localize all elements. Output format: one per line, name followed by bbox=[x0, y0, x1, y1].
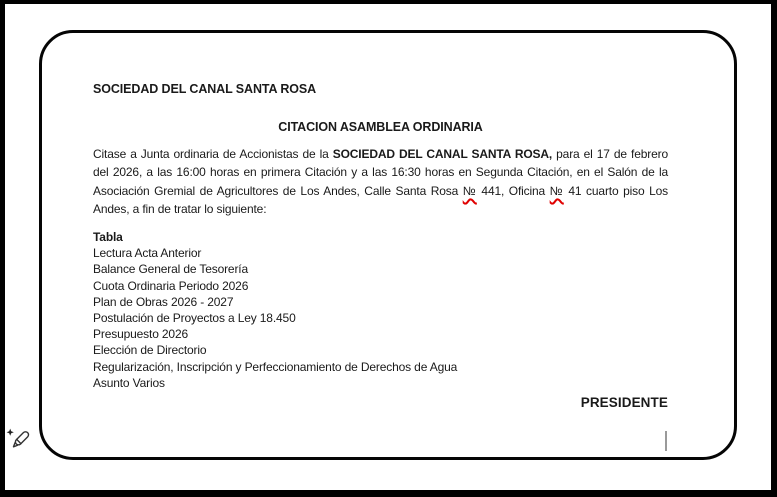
agenda-item: Elección de Directorio bbox=[93, 343, 207, 358]
agenda-items bbox=[93, 245, 668, 391]
agenda-item: Postulación de Proyectos a Ley 18.450 bbox=[93, 311, 296, 326]
paragraph-line bbox=[93, 200, 668, 218]
text-run: Andes, a fin de tratar lo siguiente: bbox=[93, 202, 267, 217]
paragraph-line bbox=[93, 182, 668, 200]
citation-heading[interactable]: CITACION ASAMBLEA ORDINARIA bbox=[278, 120, 483, 134]
paragraph-line bbox=[93, 145, 668, 163]
agenda-item: Regularización, Inscripción y Perfeccionamiento de Derechos de Agua bbox=[93, 359, 458, 374]
agenda-item: Balance General de Tesorería bbox=[93, 262, 249, 277]
agenda-item: Asunto Varios bbox=[93, 375, 165, 390]
document-title[interactable]: SOCIEDAD DEL CANAL SANTA ROSA bbox=[93, 82, 317, 96]
agenda-item: Plan de Obras 2026 - 2027 bbox=[93, 294, 234, 309]
text-run: para el 17 de febrero bbox=[552, 147, 668, 161]
text-run: 441, Oficina bbox=[476, 183, 550, 198]
signature-line[interactable]: PRESIDENTE bbox=[580, 395, 668, 410]
pen-body bbox=[14, 431, 30, 447]
ink-pen-with-sparkle-icon bbox=[4, 425, 32, 455]
text-run: Citase a Junta ordinaria de Accionistas de la bbox=[93, 147, 333, 161]
misspelled-numero-sign: № bbox=[549, 183, 564, 198]
text-run: Asociación Gremial de Agricultores de Los Andes, Calle Santa Rosa bbox=[93, 183, 463, 198]
agenda-list[interactable] bbox=[93, 229, 668, 391]
agenda-header: Tabla bbox=[93, 230, 123, 244]
agenda-item: Presupuesto 2026 bbox=[93, 327, 189, 342]
text-run: 41 cuarto piso Los bbox=[563, 183, 668, 198]
paragraph[interactable] bbox=[93, 145, 668, 219]
text-cursor-caret bbox=[665, 431, 667, 451]
pen-nib-line bbox=[17, 439, 21, 443]
misspelled-numero-sign: № bbox=[462, 183, 477, 198]
text-run: SOCIEDAD DEL CANAL SANTA ROSA, bbox=[332, 147, 553, 161]
agenda-item: Lectura Acta Anterior bbox=[93, 246, 202, 261]
agenda-item: Cuota Ordinaria Periodo 2026 bbox=[93, 278, 249, 293]
paragraph-line bbox=[93, 163, 668, 181]
text-run: del 2026, a las 16:00 horas en primera Citación y a las 16:30 horas en Segunda Citación, en el Salón de la bbox=[93, 165, 668, 180]
sparkle-glyph bbox=[7, 429, 14, 436]
